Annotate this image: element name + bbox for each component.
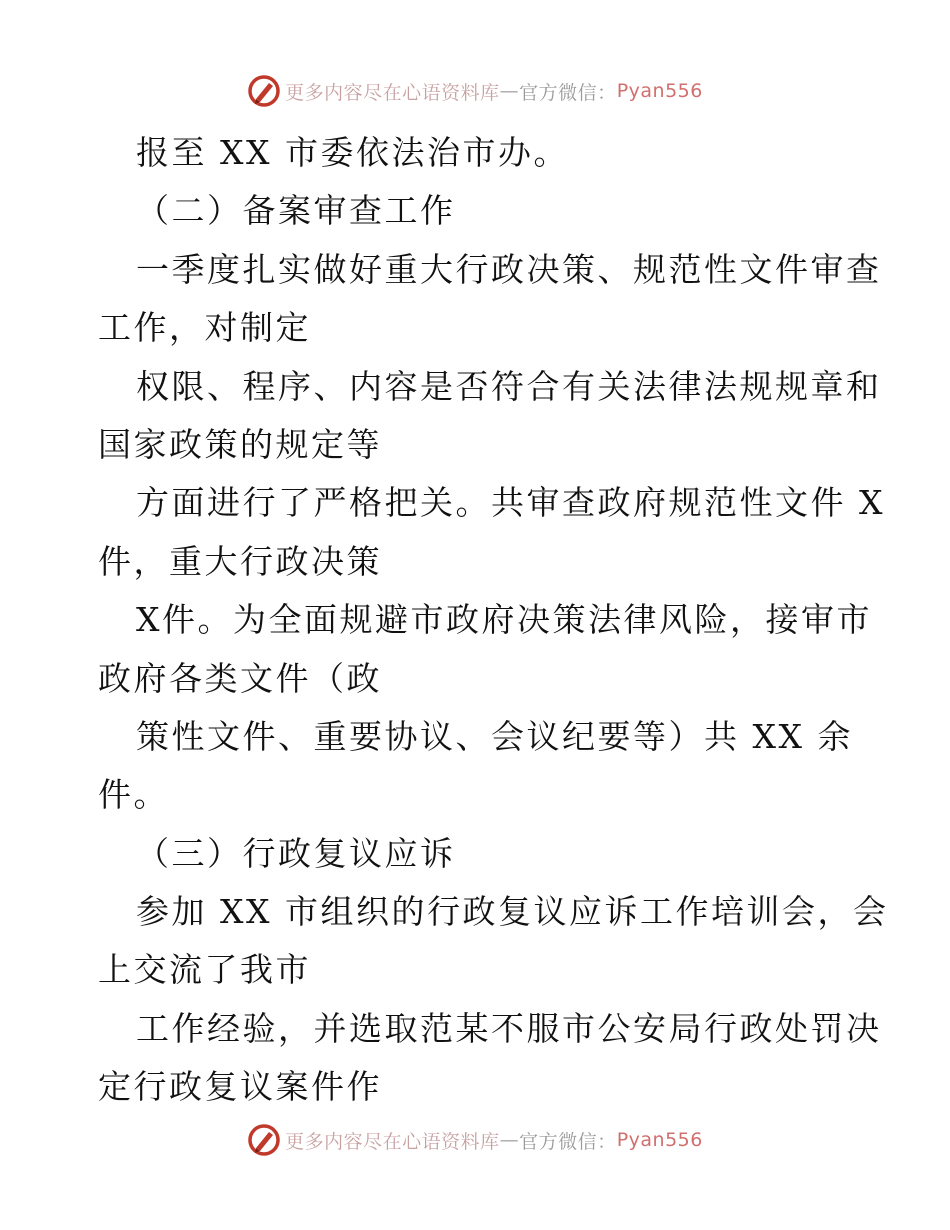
document-line: 策性文件、重要协议、会议纪要等）共 XX 余 (136, 716, 853, 756)
section-heading: （二）备案审查工作 (136, 191, 456, 231)
document-line: 上交流了我市 (98, 950, 311, 990)
document-line: 方面进行了严格把关。共审查政府规范性文件 X (136, 483, 885, 523)
section-heading: （三）行政复议应诉 (136, 833, 456, 873)
banner-site-text: 更多内容尽在心语资料库 (285, 81, 500, 104)
document-line: 定行政复议案件作 (98, 1067, 382, 1107)
document-line: 一季度扎实做好重大行政决策、规范性文件审查 (136, 249, 882, 289)
document-line: 国家政策的规定等 (98, 424, 382, 464)
banner-official-label: 官方微信： (519, 81, 617, 104)
banner-wechat-id: Pyan556 (616, 1129, 703, 1151)
document-line: 权限、程序、内容是否符合有关法律法规规章和 (136, 366, 882, 406)
document-line: 工作经验，并选取范某不服市公安局行政处罚决 (136, 1008, 882, 1048)
document-line: X件。为全面规避市政府决策法律风险，接审市 (136, 600, 872, 640)
document-body (98, 124, 889, 1117)
banner-dash: — (499, 1129, 520, 1151)
pen-logo-icon (247, 1123, 281, 1157)
footer-banner (0, 1120, 950, 1160)
document-line: 报至 XX 市委依法治市办。 (136, 133, 569, 172)
banner-official-label: 官方微信： (519, 1130, 617, 1153)
document-line: 件。 (98, 775, 169, 815)
document-line: 参加 XX 市组织的行政复议应诉工作培训会，会 (136, 892, 889, 932)
document-line: 工作，对制定 (98, 308, 311, 348)
banner-wechat-id: Pyan556 (616, 80, 703, 102)
document-line: 政府各类文件（政 (98, 658, 382, 698)
banner-site-text: 更多内容尽在心语资料库 (285, 1130, 500, 1153)
pen-logo-icon (247, 74, 281, 108)
header-banner (0, 71, 950, 111)
document-line: 件，重大行政决策 (98, 541, 382, 581)
banner-dash: — (499, 80, 520, 102)
